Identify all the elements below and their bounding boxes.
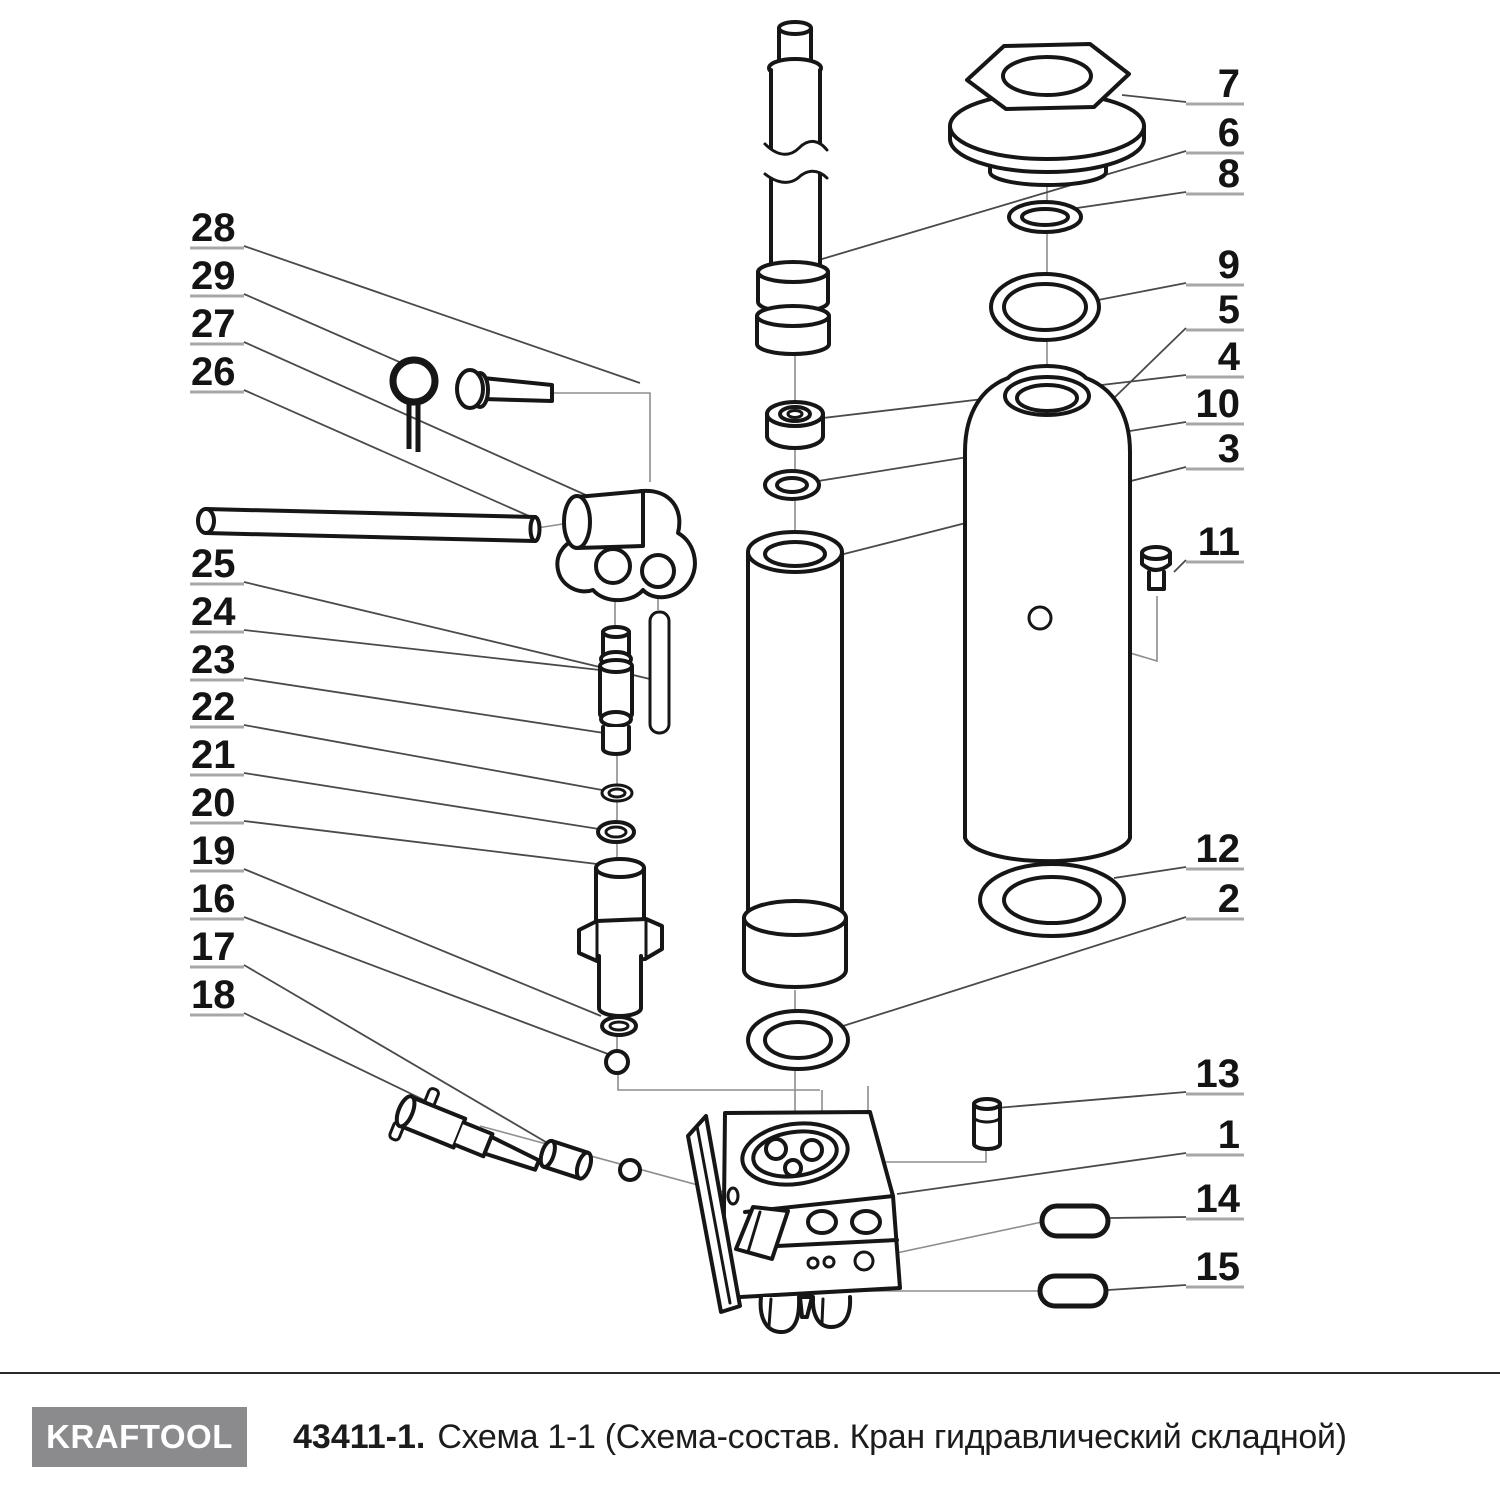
part-handle-rod — [198, 509, 540, 541]
part-label-29: 29 — [191, 254, 236, 298]
part-label-6: 6 — [1217, 111, 1240, 155]
part-ring-pin — [393, 360, 435, 452]
part-washer-base — [748, 1011, 848, 1069]
part-label-26: 26 — [191, 350, 236, 394]
part-label-18: 18 — [191, 973, 236, 1017]
part-pin-14 — [1042, 1206, 1108, 1236]
part-base-block — [688, 1112, 900, 1332]
part-label-23: 23 — [191, 638, 236, 682]
part-valve-spool — [600, 627, 632, 754]
part-label-25: 25 — [191, 542, 236, 586]
part-label-12: 12 — [1195, 827, 1240, 871]
part-pump-plunger — [579, 859, 662, 1016]
part-oring-small-top — [1009, 202, 1081, 232]
part-label-9: 9 — [1217, 243, 1240, 287]
part-label-17: 17 — [191, 925, 236, 969]
part-bleed-bolt — [1142, 547, 1170, 589]
part-label-27: 27 — [191, 302, 236, 346]
part-bolt — [457, 370, 552, 408]
part-label-8: 8 — [1217, 152, 1240, 196]
part-label-4: 4 — [1217, 335, 1240, 379]
part-label-7: 7 — [1217, 62, 1240, 106]
part-washer-large — [980, 864, 1124, 936]
part-label-21: 21 — [191, 733, 236, 777]
part-label-16: 16 — [191, 877, 236, 921]
part-inner-cylinder — [744, 532, 846, 987]
brand-logo — [32, 1407, 247, 1467]
part-plug — [974, 1099, 1000, 1149]
part-label-3: 3 — [1217, 427, 1240, 471]
part-hex-cap — [950, 44, 1144, 185]
part-outer-cylinder — [965, 366, 1130, 861]
part-label-15: 15 — [1195, 1245, 1240, 1289]
part-label-19: 19 — [191, 829, 236, 873]
part-bushing — [767, 402, 823, 448]
part-clevis — [557, 491, 695, 600]
footer-divider — [0, 1372, 1500, 1374]
part-label-28: 28 — [191, 206, 236, 250]
part-pin — [650, 612, 669, 733]
part-ball-lower — [620, 1160, 640, 1180]
part-label-14: 14 — [1195, 1177, 1240, 1221]
part-oring-large-top — [991, 274, 1099, 340]
part-label-1: 1 — [1217, 1113, 1240, 1157]
part-oring-valve-lower — [598, 822, 634, 842]
part-oring-valve-upper — [602, 785, 632, 801]
part-label-13: 13 — [1195, 1052, 1240, 1096]
schema-code: 43411-1. — [293, 1417, 426, 1456]
part-oring-plunger — [602, 1017, 636, 1035]
part-sleeve — [538, 1139, 594, 1180]
schema-title: Схема 1-1 (Схема-состав. Кран гидравлический складной) — [437, 1417, 1347, 1456]
part-ball-upper — [606, 1051, 628, 1073]
part-label-11: 11 — [1197, 520, 1240, 564]
part-label-2: 2 — [1217, 877, 1240, 921]
part-label-5: 5 — [1217, 288, 1240, 332]
brand-logo-text: KRAFTOOL — [46, 1418, 233, 1455]
part-piston-rod — [757, 22, 829, 354]
schema-caption — [293, 1407, 1347, 1467]
part-label-22: 22 — [191, 685, 236, 729]
part-pin-15 — [1040, 1276, 1106, 1306]
part-oring-rod — [765, 471, 819, 499]
part-label-20: 20 — [191, 781, 236, 825]
part-label-10: 10 — [1195, 382, 1240, 426]
part-label-24: 24 — [191, 590, 236, 634]
